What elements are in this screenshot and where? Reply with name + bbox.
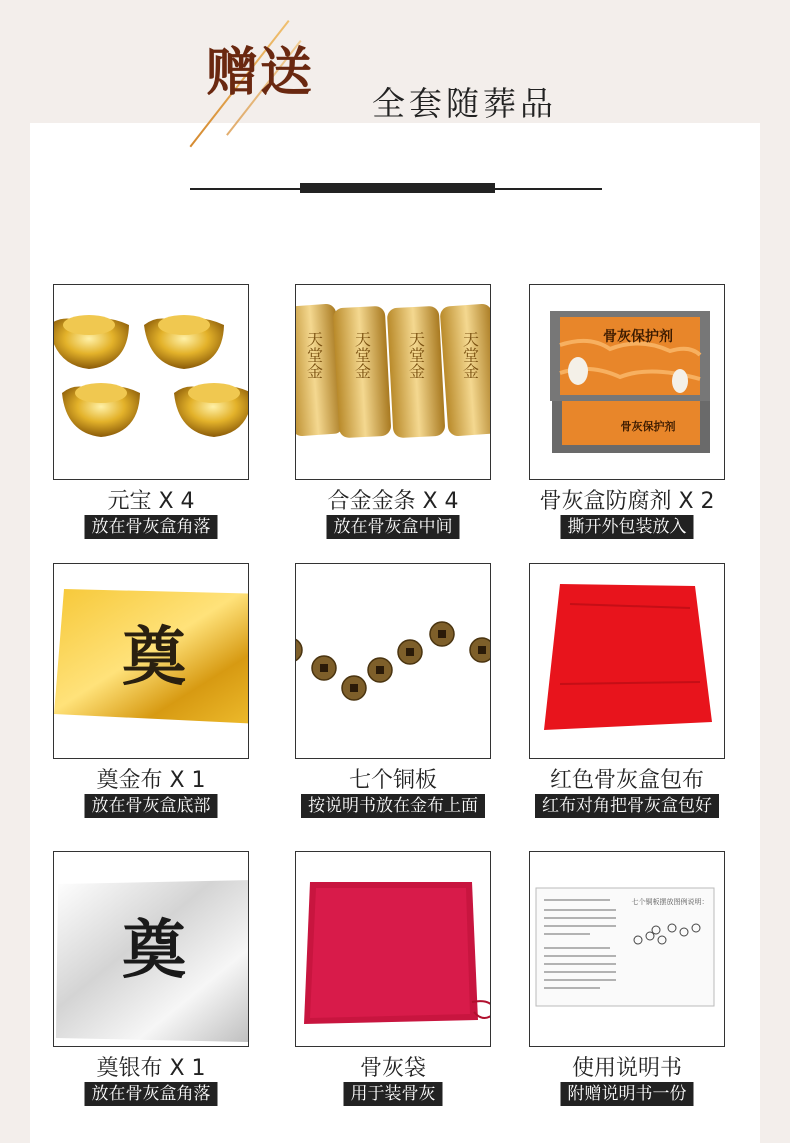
item-name: 奠银布 X 1 — [96, 1056, 206, 1081]
product-image — [295, 284, 491, 480]
usage-label: 放在骨灰盒中间 — [327, 515, 460, 539]
product-image — [529, 563, 725, 759]
item-name: 元宝 X 4 — [107, 489, 195, 514]
product-image — [295, 563, 491, 759]
packet-title: 骨灰保护剂 — [620, 420, 676, 433]
red-cloth-icon — [530, 564, 724, 758]
usage-label: 放在骨灰盒底部 — [85, 794, 218, 818]
usage-label: 放在骨灰盒角落 — [85, 1082, 218, 1106]
header-subtitle: 全套随葬品 — [372, 84, 557, 123]
bar-engraving: 天堂金 — [304, 331, 324, 379]
item-name: 红色骨灰盒包布 — [549, 768, 704, 793]
usage-label: 红布对角把骨灰盒包好 — [535, 794, 719, 818]
bar-engraving: 天堂金 — [406, 331, 426, 379]
copper-coin-icon — [296, 564, 490, 758]
product-image — [295, 851, 491, 1047]
gold-cloth-icon — [54, 564, 248, 758]
usage-label: 按说明书放在金布上面 — [301, 794, 485, 818]
usage-label: 放在骨灰盒角落 — [85, 515, 218, 539]
red-bag-icon — [296, 852, 490, 1046]
usage-label: 撕开外包装放入 — [561, 515, 694, 539]
bar-engraving: 天堂金 — [352, 331, 372, 379]
product-image — [53, 563, 249, 759]
product-image — [529, 851, 725, 1047]
gold-ingot-icon — [54, 285, 248, 479]
silver-cloth-icon — [54, 852, 248, 1046]
bar-engraving: 天堂金 — [460, 331, 480, 379]
manual-icon — [530, 852, 724, 1046]
usage-label: 用于装骨灰 — [344, 1082, 443, 1106]
header-divider-bar — [300, 183, 495, 193]
preservative-packet-icon — [530, 285, 724, 479]
gold-bar-icon — [296, 285, 490, 479]
product-image — [53, 284, 249, 480]
product-image — [529, 284, 725, 480]
packet-title: 骨灰保护剂 — [603, 329, 673, 345]
manual-heading: 七个铜板摆放图例说明： — [631, 898, 709, 906]
usage-label: 附赠说明书一份 — [561, 1082, 694, 1106]
item-name: 骨灰盒防腐剂 X 2 — [539, 489, 715, 514]
cloth-glyph: 奠 — [122, 620, 186, 695]
product-image — [53, 851, 249, 1047]
item-name: 七个铜板 — [348, 768, 437, 793]
item-name: 合金金条 X 4 — [327, 489, 459, 514]
item-name: 骨灰袋 — [359, 1056, 426, 1081]
item-name: 奠金布 X 1 — [96, 768, 206, 793]
item-name: 使用说明书 — [571, 1056, 682, 1081]
cloth-glyph: 奠 — [122, 913, 186, 988]
header-title: 赠送 — [206, 42, 315, 103]
